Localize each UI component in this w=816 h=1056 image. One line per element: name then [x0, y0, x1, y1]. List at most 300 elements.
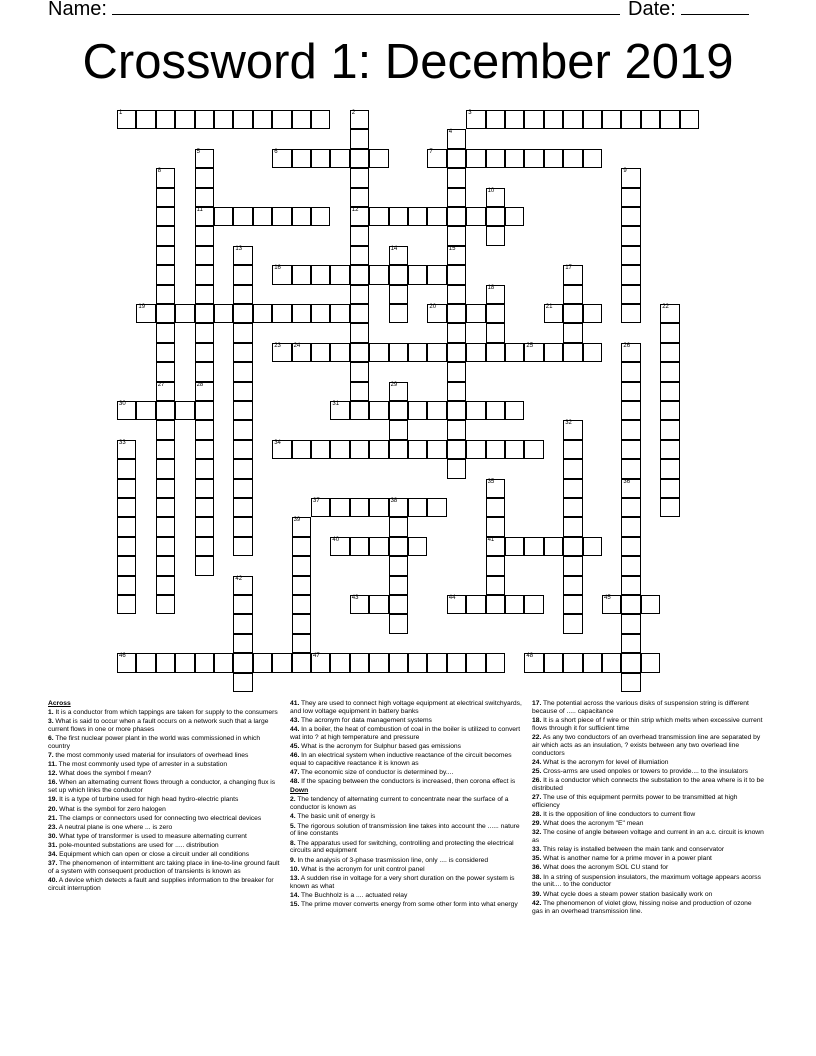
grid-cell[interactable]: [195, 362, 214, 381]
grid-cell[interactable]: [350, 537, 369, 556]
grid-cell[interactable]: [175, 401, 194, 420]
grid-cell[interactable]: [195, 459, 214, 478]
grid-cell[interactable]: [466, 440, 485, 459]
grid-cell[interactable]: [233, 614, 252, 633]
grid-cell[interactable]: [389, 614, 408, 633]
grid-cell[interactable]: [156, 285, 175, 304]
grid-cell[interactable]: [660, 362, 679, 381]
grid-cell[interactable]: [466, 401, 485, 420]
grid-cell[interactable]: [136, 304, 155, 323]
grid-cell[interactable]: [427, 343, 446, 362]
grid-cell[interactable]: [427, 653, 446, 672]
grid-cell[interactable]: [544, 537, 563, 556]
grid-cell[interactable]: [117, 537, 136, 556]
grid-cell[interactable]: [583, 149, 602, 168]
grid-cell[interactable]: [621, 595, 640, 614]
grid-cell[interactable]: [233, 479, 252, 498]
grid-cell[interactable]: [272, 265, 291, 284]
grid-cell[interactable]: [486, 188, 505, 207]
grid-cell[interactable]: [427, 304, 446, 323]
grid-cell[interactable]: [233, 576, 252, 595]
grid-cell[interactable]: [447, 304, 466, 323]
grid-cell[interactable]: [563, 479, 582, 498]
grid-cell[interactable]: [292, 537, 311, 556]
grid-cell[interactable]: [660, 498, 679, 517]
grid-cell[interactable]: [233, 673, 252, 692]
grid-cell[interactable]: [486, 576, 505, 595]
grid-cell[interactable]: [369, 343, 388, 362]
grid-cell[interactable]: [447, 362, 466, 381]
grid-cell[interactable]: [447, 420, 466, 439]
grid-cell[interactable]: [621, 362, 640, 381]
grid-cell[interactable]: [156, 517, 175, 536]
grid-cell[interactable]: [117, 459, 136, 478]
grid-cell[interactable]: [233, 440, 252, 459]
grid-cell[interactable]: [621, 246, 640, 265]
grid-cell[interactable]: [544, 149, 563, 168]
grid-cell[interactable]: [195, 479, 214, 498]
grid-cell[interactable]: [292, 517, 311, 536]
grid-cell[interactable]: [195, 420, 214, 439]
grid-cell[interactable]: [602, 653, 621, 672]
grid-cell[interactable]: [350, 149, 369, 168]
grid-cell[interactable]: [447, 207, 466, 226]
grid-cell[interactable]: [583, 110, 602, 129]
grid-cell[interactable]: [195, 323, 214, 342]
grid-cell[interactable]: [311, 304, 330, 323]
grid-cell[interactable]: [563, 576, 582, 595]
grid-cell[interactable]: [233, 595, 252, 614]
grid-cell[interactable]: [641, 595, 660, 614]
grid-cell[interactable]: [660, 343, 679, 362]
grid-cell[interactable]: [621, 653, 640, 672]
grid-cell[interactable]: [350, 285, 369, 304]
grid-cell[interactable]: [117, 479, 136, 498]
grid-cell[interactable]: [408, 440, 427, 459]
grid-cell[interactable]: [621, 401, 640, 420]
grid-cell[interactable]: [660, 440, 679, 459]
grid-cell[interactable]: [233, 537, 252, 556]
grid-cell[interactable]: [195, 304, 214, 323]
grid-cell[interactable]: [292, 149, 311, 168]
grid-cell[interactable]: [563, 265, 582, 284]
grid-cell[interactable]: [486, 343, 505, 362]
grid-cell[interactable]: [195, 110, 214, 129]
grid-cell[interactable]: [330, 537, 349, 556]
grid-cell[interactable]: [447, 226, 466, 245]
grid-cell[interactable]: [621, 614, 640, 633]
grid-cell[interactable]: [563, 556, 582, 575]
grid-cell[interactable]: [136, 653, 155, 672]
grid-cell[interactable]: [447, 459, 466, 478]
grid-cell[interactable]: [486, 556, 505, 575]
grid-cell[interactable]: [563, 537, 582, 556]
grid-cell[interactable]: [544, 110, 563, 129]
grid-cell[interactable]: [117, 517, 136, 536]
grid-cell[interactable]: [660, 110, 679, 129]
grid-cell[interactable]: [389, 382, 408, 401]
grid-cell[interactable]: [156, 188, 175, 207]
grid-cell[interactable]: [253, 304, 272, 323]
grid-cell[interactable]: [563, 517, 582, 536]
grid-cell[interactable]: [660, 304, 679, 323]
grid-cell[interactable]: [447, 323, 466, 342]
grid-cell[interactable]: [466, 149, 485, 168]
grid-cell[interactable]: [156, 537, 175, 556]
grid-cell[interactable]: [330, 401, 349, 420]
grid-cell[interactable]: [447, 382, 466, 401]
grid-cell[interactable]: [621, 285, 640, 304]
grid-cell[interactable]: [621, 440, 640, 459]
grid-cell[interactable]: [544, 653, 563, 672]
grid-cell[interactable]: [486, 207, 505, 226]
grid-cell[interactable]: [621, 673, 640, 692]
grid-cell[interactable]: [195, 168, 214, 187]
grid-cell[interactable]: [117, 595, 136, 614]
grid-cell[interactable]: [156, 595, 175, 614]
grid-cell[interactable]: [330, 304, 349, 323]
grid-cell[interactable]: [117, 653, 136, 672]
grid-cell[interactable]: [311, 207, 330, 226]
grid-cell[interactable]: [524, 440, 543, 459]
grid-cell[interactable]: [350, 595, 369, 614]
grid-cell[interactable]: [505, 440, 524, 459]
grid-cell[interactable]: [214, 110, 233, 129]
grid-cell[interactable]: [621, 343, 640, 362]
grid-cell[interactable]: [350, 110, 369, 129]
grid-cell[interactable]: [621, 265, 640, 284]
grid-cell[interactable]: [447, 168, 466, 187]
grid-cell[interactable]: [369, 537, 388, 556]
grid-cell[interactable]: [272, 343, 291, 362]
grid-cell[interactable]: [350, 168, 369, 187]
grid-cell[interactable]: [350, 246, 369, 265]
grid-cell[interactable]: [195, 401, 214, 420]
grid-cell[interactable]: [233, 517, 252, 536]
grid-cell[interactable]: [447, 129, 466, 148]
grid-cell[interactable]: [486, 149, 505, 168]
grid-cell[interactable]: [621, 207, 640, 226]
grid-cell[interactable]: [233, 207, 252, 226]
grid-cell[interactable]: [233, 304, 252, 323]
grid-cell[interactable]: [311, 149, 330, 168]
grid-cell[interactable]: [427, 207, 446, 226]
grid-cell[interactable]: [447, 343, 466, 362]
grid-cell[interactable]: [486, 323, 505, 342]
grid-cell[interactable]: [156, 362, 175, 381]
grid-cell[interactable]: [369, 653, 388, 672]
grid-cell[interactable]: [117, 576, 136, 595]
grid-cell[interactable]: [660, 401, 679, 420]
grid-cell[interactable]: [350, 498, 369, 517]
grid-cell[interactable]: [486, 401, 505, 420]
grid-cell[interactable]: [389, 537, 408, 556]
grid-cell[interactable]: [389, 285, 408, 304]
grid-cell[interactable]: [195, 149, 214, 168]
grid-cell[interactable]: [427, 265, 446, 284]
grid-cell[interactable]: [233, 653, 252, 672]
grid-cell[interactable]: [292, 556, 311, 575]
grid-cell[interactable]: [156, 207, 175, 226]
grid-cell[interactable]: [505, 207, 524, 226]
grid-cell[interactable]: [660, 479, 679, 498]
grid-cell[interactable]: [156, 168, 175, 187]
grid-cell[interactable]: [195, 653, 214, 672]
grid-cell[interactable]: [233, 343, 252, 362]
grid-cell[interactable]: [602, 595, 621, 614]
grid-cell[interactable]: [486, 595, 505, 614]
grid-cell[interactable]: [195, 537, 214, 556]
grid-cell[interactable]: [408, 653, 427, 672]
grid-cell[interactable]: [389, 246, 408, 265]
grid-cell[interactable]: [272, 207, 291, 226]
grid-cell[interactable]: [447, 149, 466, 168]
grid-cell[interactable]: [311, 498, 330, 517]
grid-cell[interactable]: [447, 188, 466, 207]
grid-cell[interactable]: [505, 110, 524, 129]
grid-cell[interactable]: [389, 420, 408, 439]
grid-cell[interactable]: [621, 188, 640, 207]
grid-cell[interactable]: [544, 304, 563, 323]
grid-cell[interactable]: [427, 440, 446, 459]
grid-cell[interactable]: [505, 595, 524, 614]
grid-cell[interactable]: [272, 304, 291, 323]
grid-cell[interactable]: [195, 343, 214, 362]
grid-cell[interactable]: [621, 517, 640, 536]
grid-cell[interactable]: [233, 459, 252, 478]
grid-cell[interactable]: [369, 265, 388, 284]
grid-cell[interactable]: [350, 440, 369, 459]
grid-cell[interactable]: [389, 556, 408, 575]
grid-cell[interactable]: [214, 207, 233, 226]
grid-cell[interactable]: [195, 226, 214, 245]
grid-cell[interactable]: [466, 304, 485, 323]
grid-cell[interactable]: [350, 265, 369, 284]
grid-cell[interactable]: [563, 595, 582, 614]
grid-cell[interactable]: [156, 420, 175, 439]
grid-cell[interactable]: [583, 304, 602, 323]
grid-cell[interactable]: [292, 634, 311, 653]
grid-cell[interactable]: [350, 323, 369, 342]
grid-cell[interactable]: [486, 498, 505, 517]
grid-cell[interactable]: [447, 246, 466, 265]
grid-cell[interactable]: [447, 653, 466, 672]
grid-cell[interactable]: [563, 285, 582, 304]
grid-cell[interactable]: [408, 265, 427, 284]
grid-cell[interactable]: [272, 149, 291, 168]
grid-cell[interactable]: [486, 479, 505, 498]
grid-cell[interactable]: [602, 110, 621, 129]
grid-cell[interactable]: [447, 285, 466, 304]
grid-cell[interactable]: [408, 401, 427, 420]
grid-cell[interactable]: [389, 498, 408, 517]
grid-cell[interactable]: [621, 459, 640, 478]
grid-cell[interactable]: [389, 343, 408, 362]
grid-cell[interactable]: [195, 382, 214, 401]
grid-cell[interactable]: [311, 343, 330, 362]
grid-cell[interactable]: [156, 459, 175, 478]
grid-cell[interactable]: [621, 110, 640, 129]
grid-cell[interactable]: [563, 343, 582, 362]
grid-cell[interactable]: [660, 382, 679, 401]
grid-cell[interactable]: [311, 110, 330, 129]
grid-cell[interactable]: [350, 188, 369, 207]
grid-cell[interactable]: [272, 440, 291, 459]
grid-cell[interactable]: [311, 265, 330, 284]
grid-cell[interactable]: [621, 537, 640, 556]
grid-cell[interactable]: [369, 595, 388, 614]
grid-cell[interactable]: [621, 634, 640, 653]
grid-cell[interactable]: [233, 265, 252, 284]
grid-cell[interactable]: [369, 401, 388, 420]
grid-cell[interactable]: [466, 110, 485, 129]
grid-cell[interactable]: [350, 304, 369, 323]
grid-cell[interactable]: [156, 401, 175, 420]
grid-cell[interactable]: [621, 382, 640, 401]
grid-cell[interactable]: [563, 653, 582, 672]
grid-cell[interactable]: [233, 634, 252, 653]
grid-cell[interactable]: [233, 362, 252, 381]
grid-cell[interactable]: [389, 265, 408, 284]
grid-cell[interactable]: [563, 304, 582, 323]
grid-cell[interactable]: [563, 110, 582, 129]
grid-cell[interactable]: [195, 440, 214, 459]
grid-cell[interactable]: [369, 498, 388, 517]
grid-cell[interactable]: [524, 653, 543, 672]
grid-cell[interactable]: [486, 517, 505, 536]
grid-cell[interactable]: [447, 440, 466, 459]
grid-cell[interactable]: [292, 110, 311, 129]
grid-cell[interactable]: [660, 420, 679, 439]
grid-cell[interactable]: [292, 304, 311, 323]
grid-cell[interactable]: [466, 343, 485, 362]
grid-cell[interactable]: [524, 343, 543, 362]
grid-cell[interactable]: [292, 614, 311, 633]
grid-cell[interactable]: [350, 207, 369, 226]
grid-cell[interactable]: [156, 343, 175, 362]
grid-cell[interactable]: [156, 304, 175, 323]
grid-cell[interactable]: [505, 401, 524, 420]
grid-cell[interactable]: [621, 420, 640, 439]
grid-cell[interactable]: [350, 129, 369, 148]
grid-cell[interactable]: [369, 149, 388, 168]
grid-cell[interactable]: [195, 207, 214, 226]
grid-cell[interactable]: [233, 246, 252, 265]
grid-cell[interactable]: [292, 207, 311, 226]
grid-cell[interactable]: [389, 304, 408, 323]
grid-cell[interactable]: [505, 149, 524, 168]
grid-cell[interactable]: [272, 653, 291, 672]
grid-cell[interactable]: [408, 498, 427, 517]
grid-cell[interactable]: [621, 479, 640, 498]
grid-cell[interactable]: [524, 595, 543, 614]
grid-cell[interactable]: [563, 420, 582, 439]
grid-cell[interactable]: [621, 576, 640, 595]
grid-cell[interactable]: [389, 207, 408, 226]
grid-cell[interactable]: [233, 110, 252, 129]
grid-cell[interactable]: [156, 246, 175, 265]
grid-cell[interactable]: [563, 323, 582, 342]
grid-cell[interactable]: [156, 479, 175, 498]
grid-cell[interactable]: [621, 556, 640, 575]
grid-cell[interactable]: [156, 653, 175, 672]
grid-cell[interactable]: [486, 285, 505, 304]
grid-cell[interactable]: [621, 498, 640, 517]
grid-cell[interactable]: [330, 653, 349, 672]
grid-cell[interactable]: [156, 440, 175, 459]
grid-cell[interactable]: [272, 110, 291, 129]
grid-cell[interactable]: [330, 498, 349, 517]
grid-cell[interactable]: [680, 110, 699, 129]
grid-cell[interactable]: [156, 265, 175, 284]
grid-cell[interactable]: [233, 420, 252, 439]
grid-cell[interactable]: [117, 401, 136, 420]
grid-cell[interactable]: [524, 110, 543, 129]
grid-cell[interactable]: [195, 498, 214, 517]
grid-cell[interactable]: [466, 207, 485, 226]
grid-cell[interactable]: [175, 653, 194, 672]
grid-cell[interactable]: [389, 401, 408, 420]
grid-cell[interactable]: [175, 304, 194, 323]
grid-cell[interactable]: [195, 285, 214, 304]
grid-cell[interactable]: [292, 265, 311, 284]
grid-cell[interactable]: [563, 614, 582, 633]
grid-cell[interactable]: [447, 265, 466, 284]
grid-cell[interactable]: [156, 226, 175, 245]
grid-cell[interactable]: [486, 110, 505, 129]
grid-cell[interactable]: [350, 226, 369, 245]
grid-cell[interactable]: [544, 343, 563, 362]
grid-cell[interactable]: [311, 440, 330, 459]
grid-cell[interactable]: [563, 440, 582, 459]
grid-cell[interactable]: [156, 323, 175, 342]
grid-cell[interactable]: [292, 576, 311, 595]
grid-cell[interactable]: [408, 207, 427, 226]
grid-cell[interactable]: [408, 537, 427, 556]
grid-cell[interactable]: [427, 149, 446, 168]
grid-cell[interactable]: [660, 459, 679, 478]
grid-cell[interactable]: [524, 537, 543, 556]
grid-cell[interactable]: [330, 149, 349, 168]
grid-cell[interactable]: [621, 226, 640, 245]
grid-cell[interactable]: [233, 401, 252, 420]
grid-cell[interactable]: [641, 110, 660, 129]
grid-cell[interactable]: [486, 304, 505, 323]
grid-cell[interactable]: [350, 653, 369, 672]
grid-cell[interactable]: [486, 653, 505, 672]
grid-cell[interactable]: [369, 440, 388, 459]
grid-cell[interactable]: [156, 110, 175, 129]
grid-cell[interactable]: [233, 323, 252, 342]
grid-cell[interactable]: [641, 653, 660, 672]
grid-cell[interactable]: [156, 576, 175, 595]
grid-cell[interactable]: [389, 517, 408, 536]
grid-cell[interactable]: [233, 498, 252, 517]
grid-cell[interactable]: [117, 556, 136, 575]
grid-cell[interactable]: [389, 440, 408, 459]
grid-cell[interactable]: [233, 285, 252, 304]
grid-cell[interactable]: [253, 110, 272, 129]
grid-cell[interactable]: [350, 382, 369, 401]
grid-cell[interactable]: [389, 653, 408, 672]
grid-cell[interactable]: [563, 149, 582, 168]
grid-cell[interactable]: [427, 498, 446, 517]
grid-cell[interactable]: [621, 304, 640, 323]
grid-cell[interactable]: [583, 653, 602, 672]
grid-cell[interactable]: [233, 382, 252, 401]
grid-cell[interactable]: [486, 440, 505, 459]
grid-cell[interactable]: [195, 265, 214, 284]
